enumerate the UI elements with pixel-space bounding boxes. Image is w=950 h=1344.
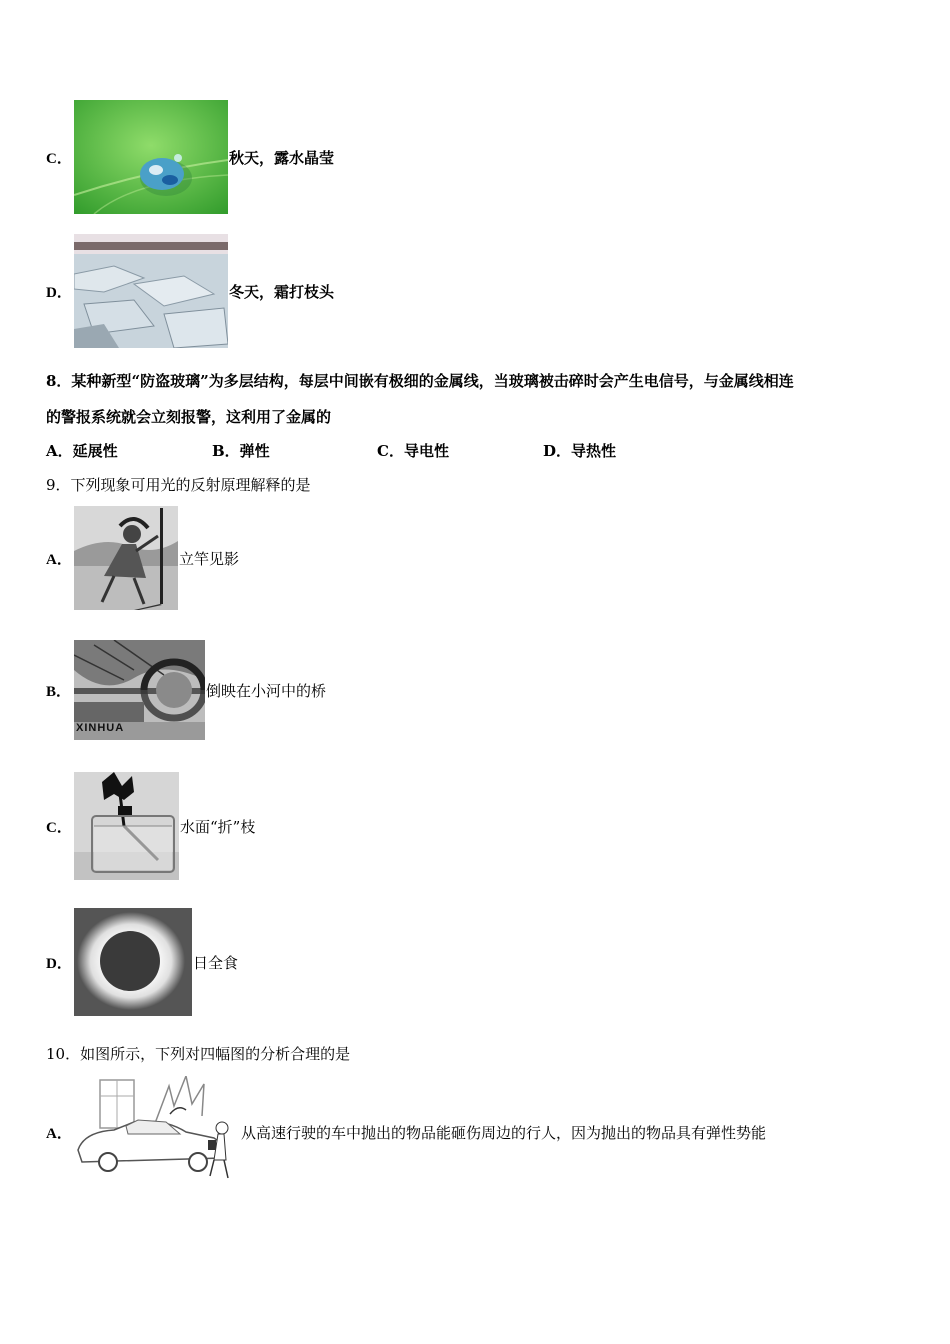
q7-option-d <box>46 234 334 348</box>
option-letter: B． <box>46 683 72 700</box>
dewdrop-on-leaf-image <box>74 100 228 214</box>
option-caption: 倒映在小河中的桥 <box>206 681 327 700</box>
frozen-river-image <box>74 234 228 348</box>
q9-option-a <box>46 506 239 610</box>
pole-shadow-image <box>74 506 178 610</box>
option-letter: A． <box>46 1125 72 1142</box>
q8-choice-c[interactable]: C．导电性 <box>377 442 449 460</box>
q9-stem: 9．下列现象可用光的反射原理解释的是 <box>46 476 311 494</box>
car-throwing-object-image <box>74 1076 240 1188</box>
option-letter: C． <box>46 819 72 836</box>
option-caption: 立竿见影 <box>179 549 240 568</box>
bridge-reflection-image <box>74 640 205 740</box>
option-caption: 从高速行驶的车中抛出的物品能砸伤周边的行人，因为抛出的物品具有弹性势能 <box>241 1123 767 1142</box>
q8-choice-b[interactable]: B．弹性 <box>212 442 270 460</box>
q9-option-c <box>46 772 255 880</box>
q8-stem-line2: 的警报系统就会立刻报警，这利用了金属的 <box>46 408 332 426</box>
q9-option-d <box>46 908 238 1016</box>
q8-choices <box>46 440 616 461</box>
option-letter: D． <box>46 955 72 972</box>
q7-option-c <box>46 100 334 214</box>
bent-stick-in-water-image <box>74 772 179 880</box>
option-caption: 水面“折”枝 <box>180 817 256 836</box>
option-letter: C． <box>46 150 72 167</box>
q8-stem-line1: 8．某种新型“防盗玻璃”为多层结构，每层中间嵌有极细的金属线，当玻璃被击碎时会产生电信号，与金属线相连 <box>46 372 794 390</box>
solar-eclipse-image <box>74 908 192 1016</box>
q8-choice-d[interactable]: D．导热性 <box>543 442 617 460</box>
q9-option-b <box>46 640 326 740</box>
option-letter: D． <box>46 284 72 301</box>
q8-choice-a[interactable]: A．延展性 <box>46 442 118 460</box>
option-letter: A． <box>46 551 72 568</box>
option-caption: 日全食 <box>193 953 239 972</box>
option-caption: 秋天，露水晶莹 <box>229 148 335 167</box>
option-caption: 冬天，霜打枝头 <box>229 282 335 301</box>
q10-option-a <box>46 1076 766 1188</box>
q10-stem: 10．如图所示，下列对四幅图的分析合理的是 <box>46 1045 351 1063</box>
xinhua-watermark: XINHUA <box>76 722 125 734</box>
